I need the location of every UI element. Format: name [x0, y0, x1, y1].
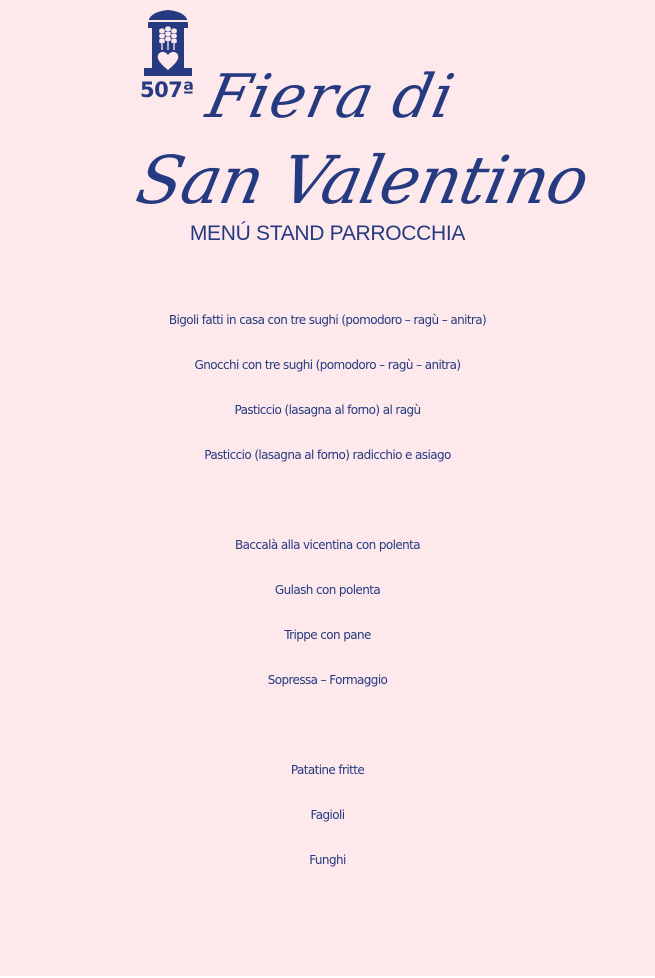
menu-subtitle: MENÚ STAND PARROCCHIA: [189, 222, 466, 245]
menu-item: Pasticcio (lasagna al forno) al ragù: [234, 403, 421, 417]
menu-item: Trippe con pane: [284, 628, 371, 642]
menu-item: Pasticcio (lasagna al forno) radicchio e asiago: [204, 448, 451, 462]
menu-item: Fagioli: [310, 808, 345, 822]
menu-item: Gulash con polenta: [274, 583, 381, 597]
menu-item: Patatine fritte: [290, 763, 365, 777]
event-title-line-2: San Valentino: [130, 141, 596, 219]
edition-number: 507ª: [140, 78, 194, 102]
menu-item: Sopressa – Formaggio: [267, 673, 388, 687]
event-title-line-1: Fiera di: [200, 62, 461, 132]
event-title: [125, 55, 596, 220]
menu-item: Funghi: [309, 853, 346, 867]
menu-item: Gnocchi con tre sughi (pomodoro – ragù – anitra): [194, 358, 461, 372]
menu-item: Bigoli fatti in casa con tre sughi (pomodoro – ragù – anitra): [168, 313, 487, 327]
menu-item: Baccalà alla vicentina con polenta: [235, 538, 420, 552]
